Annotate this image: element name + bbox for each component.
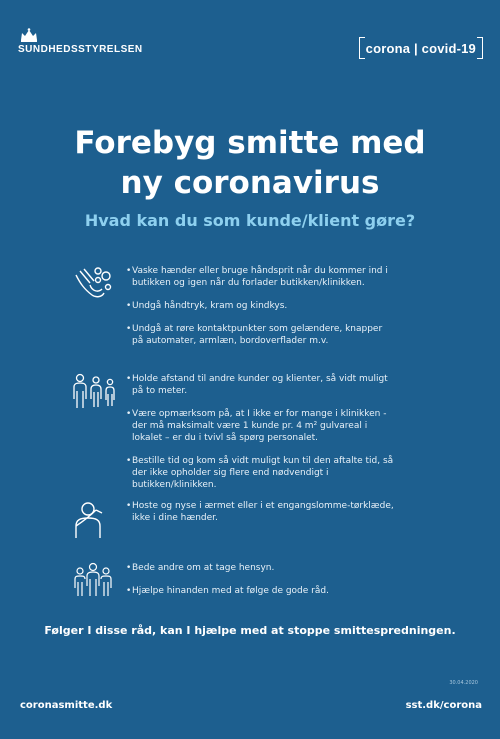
advice-list bbox=[126, 265, 396, 358]
org-name: SUNDHEDSSTYRELSEN bbox=[18, 44, 143, 55]
sundhedsstyrelsen-logo bbox=[18, 28, 143, 55]
crown-icon bbox=[20, 28, 38, 42]
date-stamp: 30.04.2020 bbox=[449, 680, 478, 686]
closing-statement: Følger I disse råd, kan I hjælpe med at stoppe smittespredningen. bbox=[44, 624, 456, 637]
list-item: • Hjælpe hinanden med at følge de gode råd. bbox=[126, 585, 396, 597]
footer-link-sst[interactable]: sst.dk/corona bbox=[405, 700, 482, 711]
corona-covid-tag bbox=[360, 40, 482, 57]
list-item: • Undgå at røre kontaktpunkter som gelændere, knapper på automater, armlæn, bordoverflader m.v. bbox=[126, 323, 396, 347]
footer-link-coronasmitte[interactable]: coronasmitte.dk bbox=[20, 700, 113, 711]
group-people-icon bbox=[72, 562, 114, 600]
advice-list bbox=[126, 373, 396, 502]
page-title bbox=[0, 123, 500, 203]
list-item: • Bede andre om at tage hensyn. bbox=[126, 562, 396, 574]
bracket-left bbox=[359, 37, 365, 59]
list-item: • Vaske hænder eller bruge håndsprit når du kommer ind i butikken og igen når du forlader butikken/klinikken. bbox=[126, 265, 396, 289]
list-item: • Hoste og nyse i ærmet eller i et engangslomme-tørklæde, ikke i dine hænder. bbox=[126, 500, 396, 524]
list-item: • Være opmærksom på, at I ikke er for mange i klinikken - der må maksimalt være 1 kunde pr. 4 m² gulvareal i lokalet – er du i tvivl så spørg personalet. bbox=[126, 408, 396, 444]
sneeze-elbow-icon bbox=[72, 500, 108, 540]
bracket-right bbox=[477, 37, 483, 59]
list-item: • Undgå håndtryk, kram og kindkys. bbox=[126, 300, 396, 312]
tag-text: corona | covid-19 bbox=[365, 41, 476, 56]
advice-list bbox=[126, 500, 396, 535]
title-line-1: Forebyg smitte med bbox=[74, 125, 426, 161]
list-item: • Bestille tid og kom så vidt muligt kun til den aftalte tid, så der ikke opholder sig flere end nødvendigt i butikken/klinikken. bbox=[126, 455, 396, 491]
list-item: • Holde afstand til andre kunder og klienter, så vidt muligt på to meter. bbox=[126, 373, 396, 397]
advice-list bbox=[126, 562, 396, 608]
title-line-2: ny coronavirus bbox=[120, 165, 380, 201]
hand-washing-icon bbox=[72, 265, 116, 305]
distance-people-icon bbox=[72, 373, 118, 411]
subtitle: Hvad kan du som kunde/klient gøre? bbox=[84, 211, 416, 230]
